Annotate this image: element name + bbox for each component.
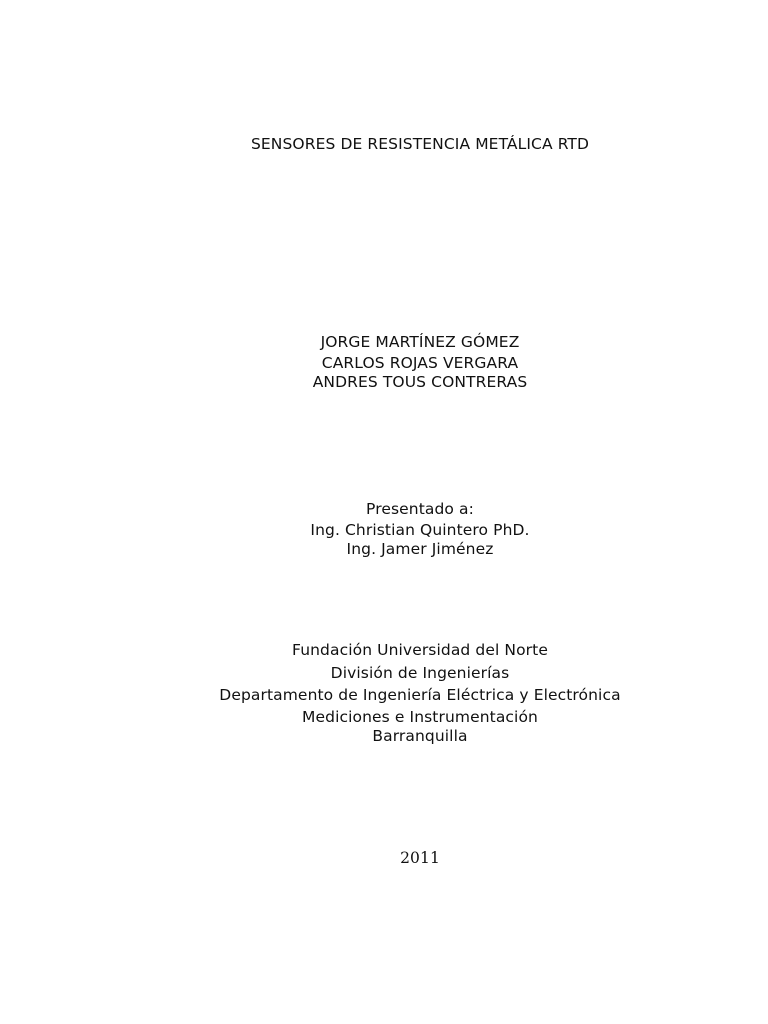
presented-to-label: Presentado a: xyxy=(366,500,474,518)
advisor-name: Ing. Jamer Jiménez xyxy=(346,540,494,558)
author-name: ANDRES TOUS CONTRERAS xyxy=(312,373,528,391)
author-name: JORGE MARTÍNEZ GÓMEZ xyxy=(320,333,520,351)
institution-line: Departamento de Ingeniería Eléctrica y Electrónica xyxy=(219,686,621,704)
author-name: CARLOS ROJAS VERGARA xyxy=(321,354,519,372)
institution-line: Fundación Universidad del Norte xyxy=(292,641,548,659)
advisor-name: Ing. Christian Quintero PhD. xyxy=(310,521,530,539)
institution-line: Mediciones e Instrumentación xyxy=(302,708,538,726)
document-title: SENSORES DE RESISTENCIA METÁLICA RTD xyxy=(250,135,590,153)
year: 2011 xyxy=(400,849,440,867)
city-line: Barranquilla xyxy=(372,727,468,745)
institution-line: División de Ingenierías xyxy=(330,664,510,682)
